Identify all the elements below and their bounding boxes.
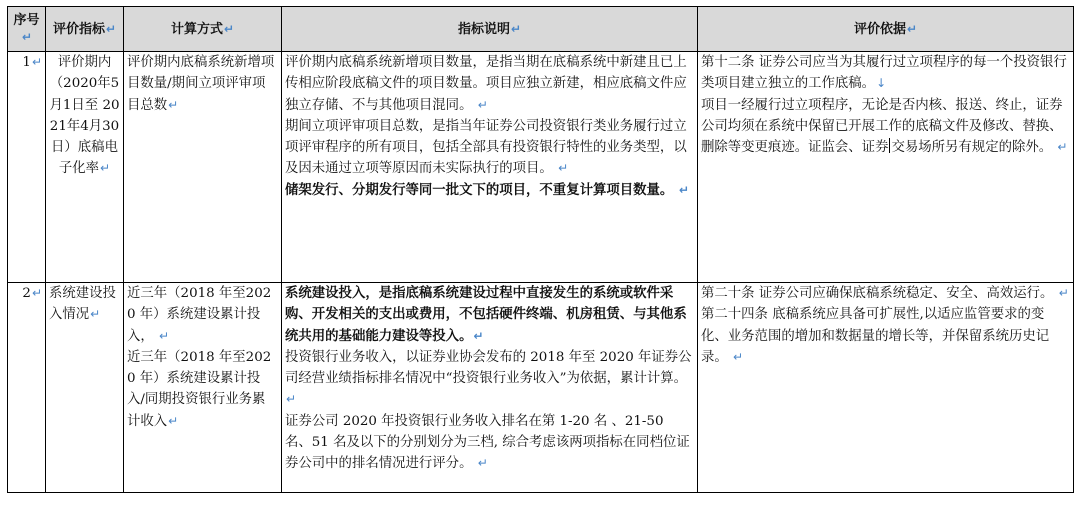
basis-paragraph: 第二十四条 底稿系统应具备可扩展性,以适应监管要求的变化、业务范围的增加和数据量的增长等，并保留系统历史记录。 ↵ (701, 307, 1050, 365)
header-indicator[interactable]: 评价指标↵ (46, 7, 124, 52)
description-paragraph: 证券公司 2020 年投资银行业务收入排名在第 1-20 名 、21-50 名、51 名及以下的分别划分为三档, 综合考虑该两项指标在同档位证券公司中的排名情况进行评分。 ↵ (285, 413, 690, 472)
description-paragraph: 投资银行业务收入，以证券业协会发布的 2018 年至 2020 年证券公司经营业绩指标排名情况中“投资银行业务收入”为依据，累计计算。 ↵ (285, 349, 692, 407)
method-paragraph: 近三年（2018 年至2020 年）系统建设累计投入， ↵ (127, 286, 272, 344)
indicator-cell[interactable]: 系统建设投入情况↵ (46, 283, 124, 493)
row-number-cell[interactable]: 2↵ (8, 283, 46, 493)
description-paragraph-bold: 系统建设投入，是指底稿系统建设过程中直接发生的系统或软件采购、开发相关的支出或费用，不包括硬件终端、机房租赁、与其他系统共用的基础能力建设等投入。↵ (285, 285, 687, 344)
evaluation-table (7, 6, 1074, 493)
header-no[interactable]: 序号↵ (8, 7, 46, 52)
basis-cell[interactable] (698, 52, 1074, 283)
document-page (7, 6, 1074, 493)
basis-paragraph: 项目一经履行过立项程序，无论是否内核、报送、终止，证券公司均须在系统中保留已开展工作的底稿文件及修改、替换、删除等变更痕迹。证监会、证券 交易场所另有规定的除外。 ↵ (701, 97, 1068, 156)
header-method[interactable]: 计算方式↵ (124, 7, 282, 52)
table-header-row (8, 7, 1074, 52)
description-paragraph-bold: 储架发行、分期发行等同一批文下的项目，不重复计算项目数量。 ↵ (285, 181, 690, 198)
method-paragraph: 近三年（2018 年至2020 年）系统建设累计投入/同期投资银行业务累计收入↵ (127, 349, 272, 429)
description-cell[interactable] (282, 283, 698, 493)
description-paragraph: 评价期内底稿系统新增项目数量，是指当期在底稿系统中新建且已上传相应阶段底稿文件的项目数量。项目应独立新建，相应底稿文件应独立存储、不与其他项目混同。 ↵ (285, 55, 687, 113)
basis-paragraph: 第十二条 证券公司应当为其履行过立项程序的每一个投资银行类项目建立独立的工作底稿。↓ (701, 55, 1067, 92)
basis-cell[interactable] (698, 283, 1074, 493)
method-cell[interactable] (124, 283, 282, 493)
header-basis[interactable]: 评价依据↵ (698, 7, 1074, 52)
indicator-cell[interactable]: 评价期内（2020年5月1日至 2021年4月30日）底稿电子化率↵ (46, 52, 124, 283)
header-description[interactable]: 指标说明↵ (282, 7, 698, 52)
basis-paragraph: 第二十条 证券公司应确保底稿系统稳定、安全、高效运行。 ↵ (701, 286, 1069, 301)
description-cell[interactable] (282, 52, 698, 283)
description-paragraph: 期间立项评审项目总数，是指当年证券公司投资银行类业务履行过立项评审程序的所有项目，包括全部具有投资银行特性的业务类型，以及因未通过立项等原因而未实际执行的项目。 ↵ (285, 118, 687, 177)
table-row (8, 52, 1074, 283)
method-cell[interactable]: 评价期内底稿系统新增项目数量/期间立项评审项目总数↵ (124, 52, 282, 283)
row-number-cell[interactable]: 1↵ (8, 52, 46, 283)
table-row (8, 283, 1074, 493)
